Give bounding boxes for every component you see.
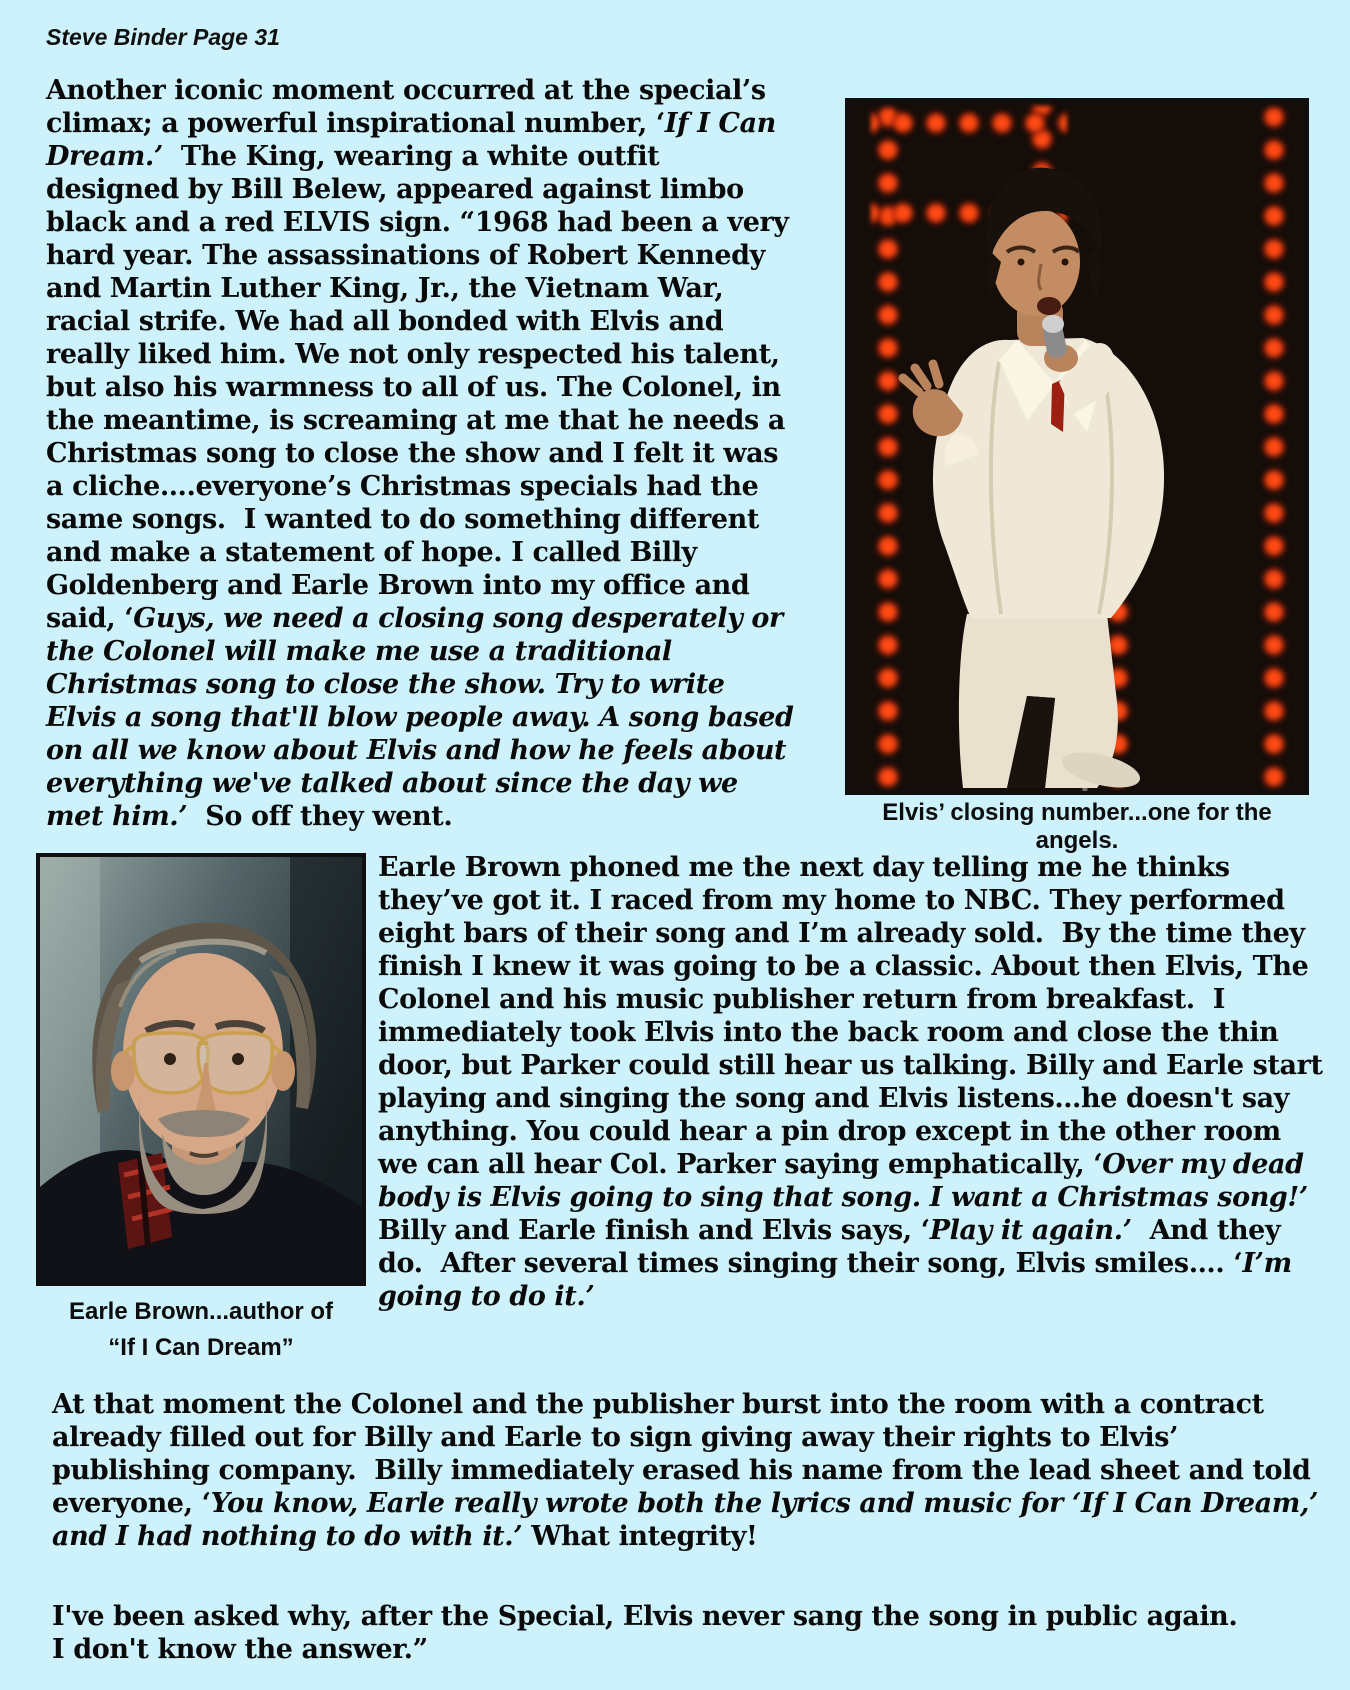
earle-caption-line-2: “If I Can Dream” <box>108 1334 294 1361</box>
earle-photo-caption <box>16 1294 386 1366</box>
paragraph-2: Earle Brown phoned me the next day telling me he thinks they’ve got it. I raced from my home to NBC. They performed eight bars of their song and I’m already sold. By the time they finish I knew it was going to be a classic. About then Elvis, The Colonel and his music publisher return from breakfast. I immediately took Elvis into the back room and close the thin door, but Parker could still hear us talking. Billy and Earle start playing and singing the song and Elvis listens…he doesn't say anything. You could hear a pin drop except in the other room we can all hear Col. Parker saying emphatically, ‘Over my dead body is Elvis going to sing that song. I want a Christmas song!’ Billy and Earle finish and Elvis says, ‘Play it again.’ And they do. After several times singing their song, Elvis smiles…. ‘I’m going to do it.’ <box>378 852 1332 1312</box>
page-title: Steve Binder Page 31 <box>46 24 280 50</box>
earle-caption-line-1: Earle Brown...author of <box>68 1298 334 1325</box>
earle-brown-portrait-illustration <box>40 857 362 1282</box>
elvis-figure-illustration <box>849 102 1305 791</box>
paragraph-4: I've been asked why, after the Special, Elvis never sang the song in public again. I don't know the answer.” <box>52 1601 1238 1665</box>
earle-brown-photo <box>36 853 366 1286</box>
paragraph-1: Another iconic moment occurred at the special’s climax; a powerful inspirational number, ‘If I Can Dream.’ The King, wearing a white outfit designed by Bill Belew, appeared against limbo black and a red ELVIS sign. “1968 had been a very hard year. The assassinations of Robert Kennedy and Martin Luther King, Jr., the Vietnam War, racial strife. We had all bonded with Elvis and really liked him. We not only respected his talent, but also his warmness to all of us. The Colonel, in the meantime, is screaming at me that he needs a Christmas song to close the show and I felt it was a cliche….everyone’s Christmas specials had the same songs. I wanted to do something different and make a statement of hope. I called Billy Goldenberg and Earle Brown into my office and said, ‘Guys, we need a closing song desperately or the Colonel will make me use a traditional Christmas song to close the show. Try to write Elvis a song that'll blow people away. A song based on all we know about Elvis and how he feels about everything we've talked about since the day we met him.’ So off they went. <box>46 75 803 832</box>
paragraph-3: At that moment the Colonel and the publisher burst into the room with a contract already filled out for Billy and Earle to sign giving away their rights to Elvis’ publishing company. Billy immediately erased his name from the lead sheet and told everyone, ‘You know, Earle really wrote both the lyrics and music for ‘If I Can Dream,’ and I had nothing to do with it.’ What integrity! <box>52 1389 1327 1552</box>
elvis-photo-caption: Elvis’ closing number...one for the angels. <box>882 799 1272 854</box>
elvis-photo <box>845 98 1309 795</box>
